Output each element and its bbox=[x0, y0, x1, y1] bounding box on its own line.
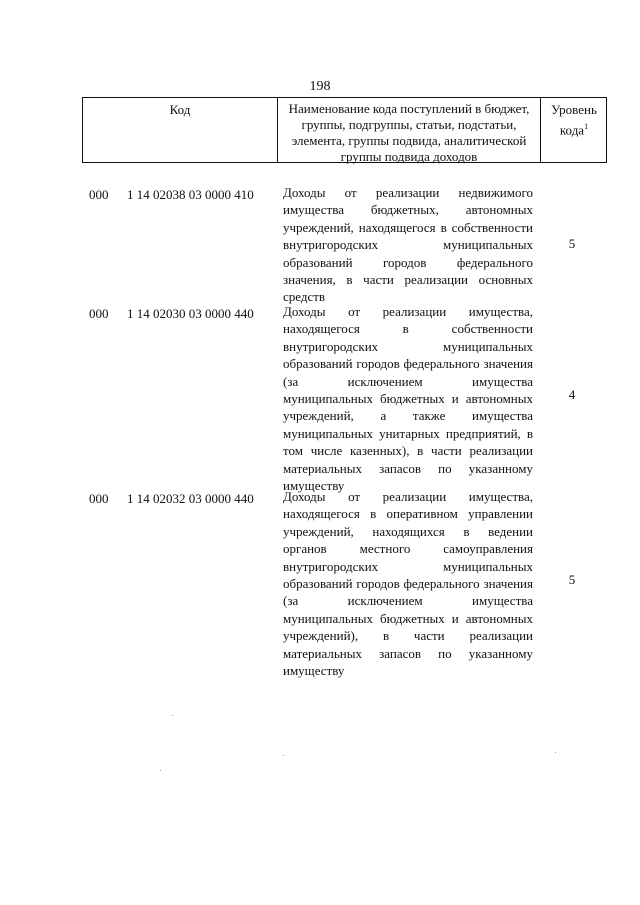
income-code: 1 14 02030 03 0000 440 bbox=[127, 306, 254, 321]
scan-speck bbox=[172, 715, 173, 716]
table-header bbox=[82, 97, 607, 163]
admin-code: 000 bbox=[89, 491, 109, 506]
header-code: Код bbox=[169, 102, 191, 117]
level-value: 4 bbox=[568, 387, 576, 402]
income-name: Доходы от реализации недвижимого имущества бюджетных, автономных учреждений, находящегося в собственности внутригородских муниципальных образований городов федерального значения, в части реализации основных средств bbox=[283, 185, 533, 305]
level-value: 5 bbox=[568, 572, 576, 587]
income-name: Доходы от реализации имущества, находящегося в собственности внутригородских муниципальных образований городов федерального значения (за исключением имущества муниципальных бюджетных и автономных учреждений, а также имущества муниципальных унитарных предприятий, в том числе казенных), в части реализации материальных запасов по указанному имуществу bbox=[283, 304, 533, 494]
income-code: 1 14 02038 03 0000 410 bbox=[127, 187, 254, 202]
scan-speck bbox=[555, 752, 556, 753]
header-level bbox=[541, 101, 607, 138]
header-level-text: Уровень кода bbox=[551, 102, 597, 138]
scan-speck bbox=[283, 755, 284, 756]
header-name: Наименование кода поступлений в бюджет, группы, подгруппы, статьи, подстатьи, элемента, группы подвида, аналитической группы подвида доходов bbox=[288, 101, 530, 164]
income-code: 1 14 02032 03 0000 440 bbox=[127, 491, 254, 506]
level-value: 5 bbox=[568, 236, 576, 251]
page-number: 198 bbox=[309, 79, 331, 94]
income-name: Доходы от реализации имущества, находящегося в оперативном управлении учреждений, находящихся в ведении органов местного самоуправления внутригородских муниципальных образований городов федерального значения (за исключением имущества муниципальных бюджетных и автономных учреждений), в части реализации материальных запасов по указанному имуществу bbox=[283, 489, 533, 679]
admin-code: 000 bbox=[89, 187, 109, 202]
footnote-mark: 1 bbox=[584, 122, 589, 131]
admin-code: 000 bbox=[89, 306, 109, 321]
scan-speck bbox=[160, 770, 161, 771]
